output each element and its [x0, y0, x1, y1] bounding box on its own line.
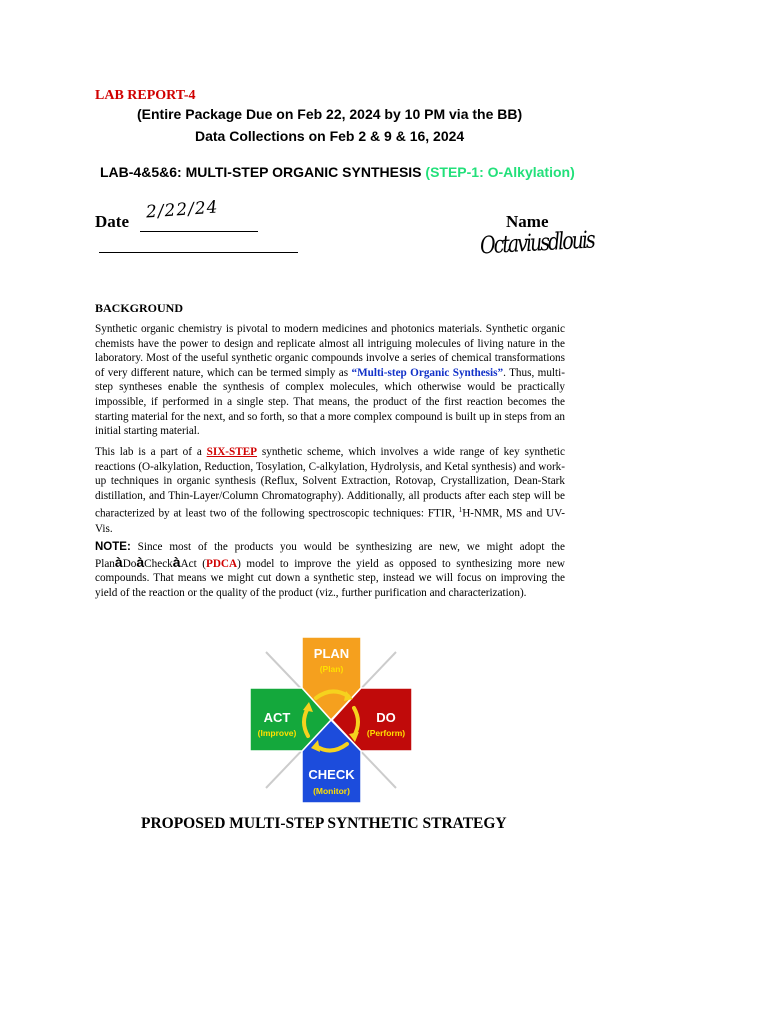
note-paragraph [95, 540, 565, 600]
p1-text-b: . Thus, multi-step syntheses enable the synthesis of complex molecules, which otherwise would be practically impossible, if performed in a single step. That means, the product of the first reaction becomes the starting material for the next, and so forth, so that a more complex compound is built up in steps from an initial starting material. [95, 366, 565, 438]
do-subtitle: (Perform) [366, 728, 406, 738]
name-handwritten-signature: Octaviusdlouis [479, 226, 595, 260]
background-heading: BACKGROUND [95, 301, 184, 315]
do-title: DO [376, 710, 396, 725]
due-date-line: (Entire Package Due on Feb 22, 2024 by 10 PM via the BB) [137, 106, 523, 122]
note-act: Act ( [180, 557, 207, 570]
date-handwritten-value: 2/22/24 [145, 197, 220, 223]
date-underline [140, 231, 258, 232]
report-title: LAB REPORT-4 [95, 88, 196, 103]
note-text-a: Since most of the products you would be synthesizing are new, we might adopt the Plan [95, 541, 565, 570]
strategy-title: PROPOSED MULTI-STEP SYNTHETIC STRATEGY [141, 815, 507, 832]
six-step-highlight: SIX-STEP [206, 446, 258, 458]
name-label: Name [506, 212, 549, 231]
arrow-glyph: à [172, 553, 181, 570]
signature-underline [99, 252, 298, 253]
p2-text-c: H-NMR, MS and UV-Vis. [95, 508, 565, 535]
p2-text-b: synthetic scheme, which involves a wide range of key synthetic reactions (O-alkylation, Reduction, Tosylation, C-alkylation, Hydrolysis, and Ketal synthesis) and work-up techniques in organic synthesis (Reflux, Solvent Extraction, Rotovap, Crystallization, Dean-Stark distillation, and Thin-Layer/Column Chromatography). Additionally, all products after each step will be characterized by at least two of the following spectroscopic techniques: FTIR, [95, 446, 565, 521]
act-title: ACT [263, 710, 291, 725]
pdca-cycle-diagram [250, 636, 412, 804]
date-label: Date [95, 212, 129, 231]
background-paragraph-1 [95, 322, 565, 439]
plan-subtitle: (Plan) [319, 664, 344, 674]
multi-step-highlight: “Multi-step Organic Synthesis” [351, 366, 504, 379]
check-title: CHECK [308, 767, 355, 782]
arrow-glyph: à [136, 553, 145, 570]
check-subtitle: (Monitor) [313, 786, 350, 796]
lab-title-step: (STEP-1: O-Alkylation) [425, 164, 575, 180]
nmr-superscript: 1 [458, 506, 463, 515]
act-subtitle: (Improve) [257, 728, 297, 738]
lab-title-main: LAB-4&5&6: MULTI-STEP ORGANIC SYNTHESIS [100, 164, 422, 180]
background-paragraph-2 [95, 445, 565, 536]
arrow-glyph: à [114, 553, 123, 570]
data-collection-line: Data Collections on Feb 2 & 9 & 16, 2024 [195, 128, 465, 144]
note-do: Do [122, 557, 137, 570]
lab-title [100, 164, 575, 180]
p2-text-a: This lab is a part of a [95, 446, 207, 458]
note-check: Check [144, 557, 173, 570]
plan-title: PLAN [313, 646, 350, 661]
p1-text-a: Synthetic organic chemistry is pivotal to modern medicines and photonics materials. Synthetic organic chemists have the power to design and replicate almost all intriguing molecules of living nature in the laboratory. Most of the useful synthetic organic compounds involve a series of chemical transformations of very different nature, which can be termed simply as [95, 323, 565, 379]
note-label: NOTE: [95, 541, 131, 553]
note-text-b: ) model to improve the yield as opposed to synthesizing more new compounds. That means we might cut down a synthetic step, instead we will focus on improving the yield of the reaction or the quality of the product (viz., further purification and characterization). [95, 557, 565, 599]
pdca-highlight: PDCA [206, 557, 238, 570]
